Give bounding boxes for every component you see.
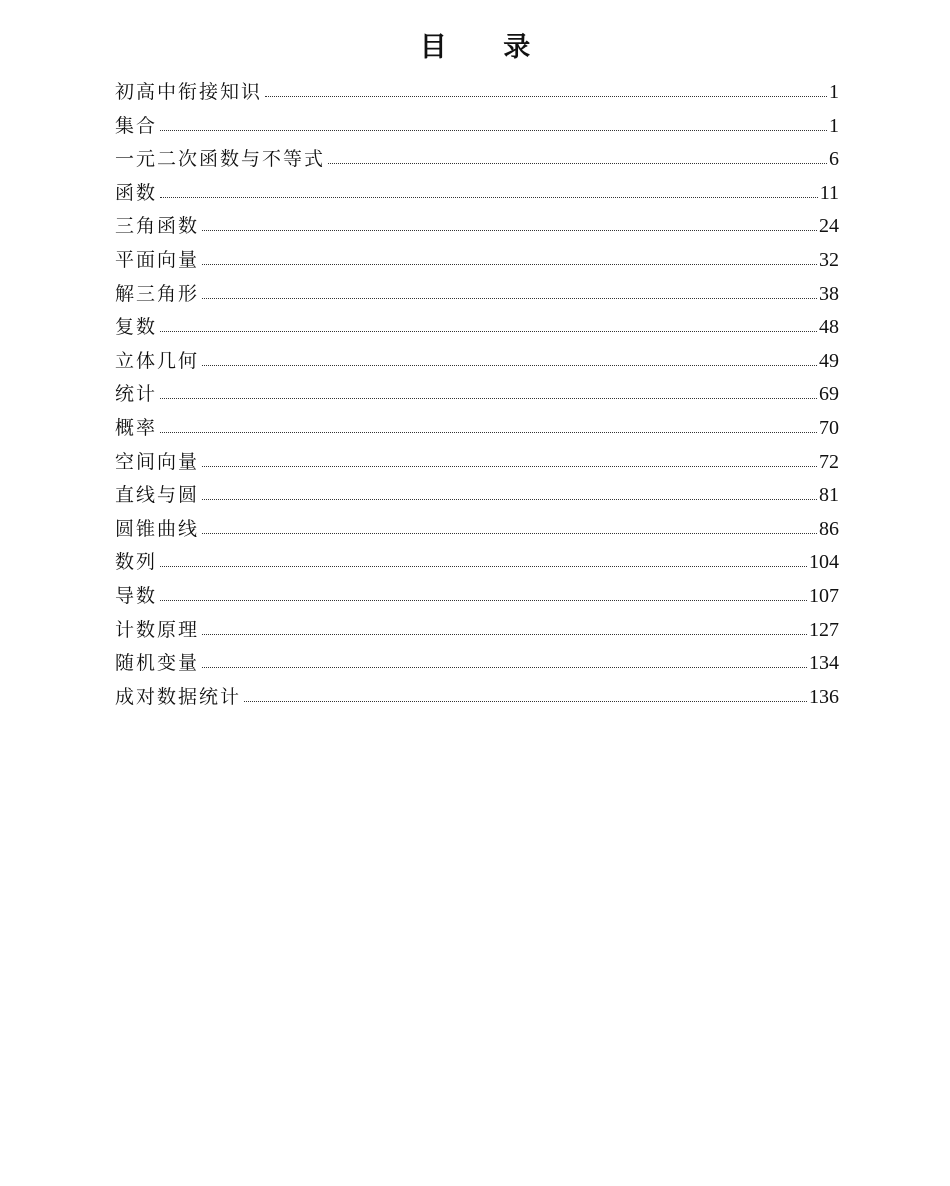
toc-entry-label: 一元二次函数与不等式 [115,148,326,171]
toc-entry-label: 立体几何 [115,349,200,372]
toc-entry-page-number: 104 [809,551,839,574]
toc-dot-leader [265,95,827,97]
toc-entry[interactable] [115,681,839,715]
toc-entry[interactable] [115,546,839,580]
toc-entry-page-number: 49 [819,349,839,372]
toc-entry[interactable] [115,345,839,379]
toc-entry-label: 三角函数 [115,215,200,238]
toc-entry-label: 函数 [115,181,158,204]
toc-entry[interactable] [115,278,839,312]
toc-dot-leader [202,364,817,366]
toc-entry[interactable] [115,311,839,345]
toc-entry[interactable] [115,614,839,648]
toc-entry-label: 直线与圆 [115,484,200,507]
toc-entry-page-number: 48 [819,316,839,339]
toc-entry-page-number: 136 [809,685,839,708]
toc-entry-label: 复数 [115,316,158,339]
toc-entry[interactable] [115,580,839,614]
toc-entry-label: 统计 [115,383,158,406]
toc-entry-page-number: 24 [819,215,839,238]
toc-entry[interactable] [115,412,839,446]
toc-entry-page-number: 107 [809,584,839,607]
toc-dot-leader [328,162,827,164]
toc-entry-label: 空间向量 [115,450,200,473]
toc-entry[interactable] [115,378,839,412]
toc-entry-label: 集合 [115,114,158,137]
toc-dot-leader [160,599,807,601]
toc-entry[interactable] [115,177,839,211]
toc-dot-leader [202,633,807,635]
toc-dot-leader [160,431,817,433]
toc-entry-label: 成对数据统计 [115,685,242,708]
toc-entry-page-number: 1 [829,114,839,137]
toc-entry[interactable] [115,76,839,110]
toc-entry[interactable] [115,210,839,244]
toc-entry-label: 概率 [115,416,158,439]
toc-dot-leader [202,465,817,467]
toc-entry-page-number: 32 [819,248,839,271]
toc-entry-page-number: 11 [819,181,839,204]
toc-entry-label: 计数原理 [115,618,200,641]
toc-entry[interactable] [115,110,839,144]
toc-entry-label: 初高中衔接知识 [115,81,263,103]
toc-entry-page-number: 69 [819,383,839,406]
toc-entry-page-number: 6 [829,148,839,171]
toc-entry[interactable] [115,513,839,547]
toc-entry-page-number: 86 [819,517,839,540]
toc-dot-leader [202,532,817,534]
toc-entry-label: 圆锥曲线 [115,517,200,540]
toc-entry-page-number: 134 [809,652,839,675]
toc-entry[interactable] [115,244,839,278]
toc-entry-page-number: 127 [809,618,839,641]
toc-entry-label: 数列 [115,551,158,574]
toc-dot-leader [202,263,817,265]
toc-dot-leader [202,666,807,668]
toc-dot-leader [160,129,827,131]
toc-dot-leader [160,397,817,399]
toc-entry-page-number: 72 [819,450,839,473]
toc-entry[interactable] [115,143,839,177]
toc-dot-leader [160,196,818,198]
toc-entry[interactable] [115,479,839,513]
toc-entry-page-number: 81 [819,484,839,507]
toc-dot-leader [202,297,817,299]
toc-entry-page-number: 38 [819,282,839,305]
toc-entry-label: 解三角形 [115,282,200,305]
toc-dot-leader [202,498,817,500]
toc-list [115,76,839,714]
toc-entry-label: 平面向量 [115,248,200,271]
toc-dot-leader [160,330,817,332]
toc-dot-leader [160,565,807,567]
toc-dot-leader [244,700,807,702]
toc-entry-page-number: 1 [829,81,839,103]
toc-entry-label: 导数 [115,584,158,607]
toc-entry[interactable] [115,647,839,681]
toc-dot-leader [202,229,817,231]
toc-entry[interactable] [115,446,839,480]
toc-entry-label: 随机变量 [115,652,200,675]
toc-title: 目 录 [419,32,531,63]
toc-entry-page-number: 70 [819,416,839,439]
